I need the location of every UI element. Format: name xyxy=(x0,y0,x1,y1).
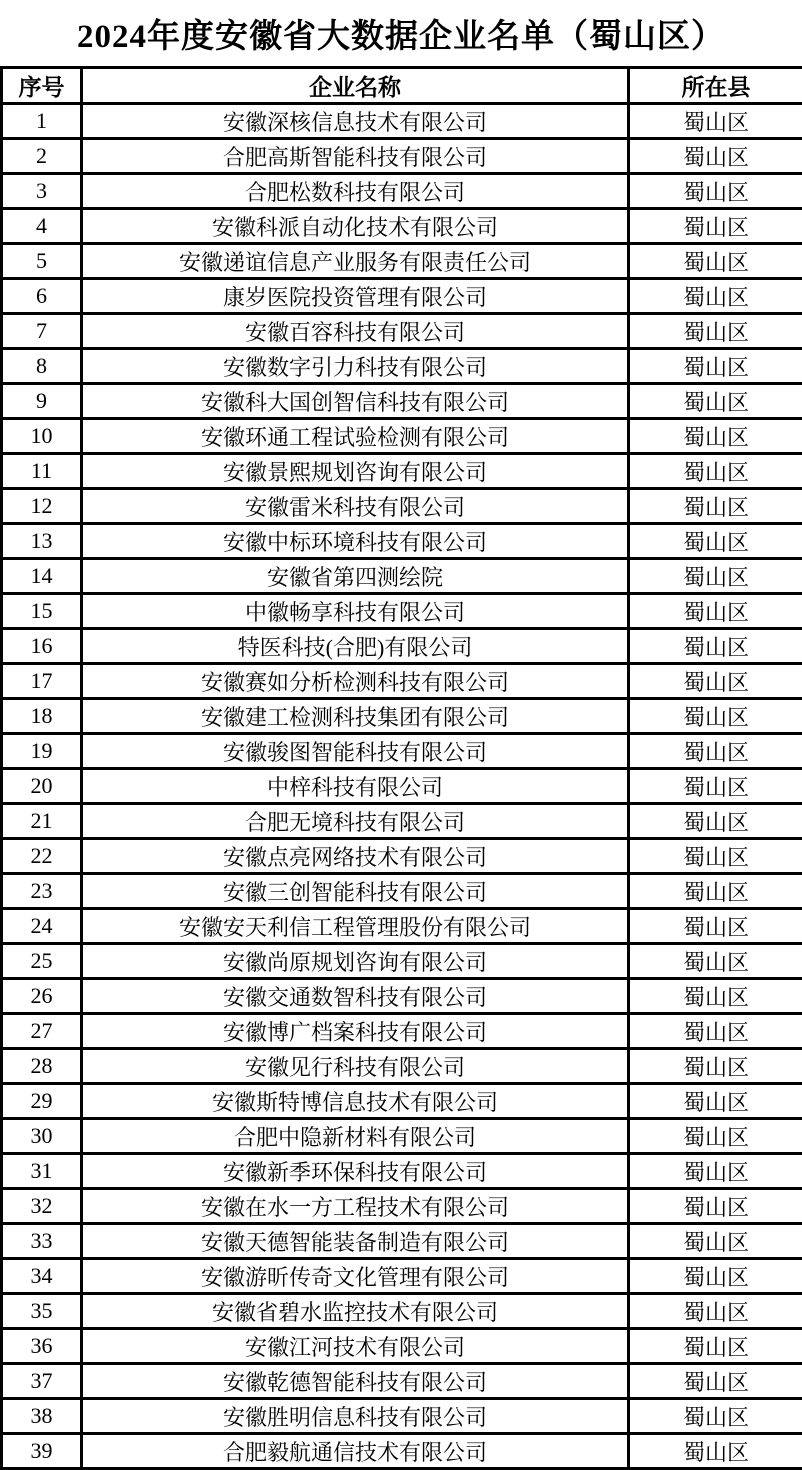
row-county: 蜀山区 xyxy=(629,1014,802,1049)
row-serial-number: 14 xyxy=(2,559,82,594)
row-serial-number: 34 xyxy=(2,1259,82,1294)
row-serial-number: 5 xyxy=(2,244,82,279)
row-serial-number: 33 xyxy=(2,1224,82,1259)
table-row xyxy=(2,1294,802,1329)
row-serial-number: 12 xyxy=(2,489,82,524)
row-company-name: 安徽省第四测绘院 xyxy=(82,559,629,594)
row-company-name: 安徽点亮网络技术有限公司 xyxy=(82,839,629,874)
row-county: 蜀山区 xyxy=(629,874,802,909)
row-company-name: 安徽游昕传奇文化管理有限公司 xyxy=(82,1259,629,1294)
row-company-name: 安徽新季环保科技有限公司 xyxy=(82,1154,629,1189)
row-company-name: 安徽骏图智能科技有限公司 xyxy=(82,734,629,769)
row-county: 蜀山区 xyxy=(629,804,802,839)
row-company-name: 安徽科大国创智信科技有限公司 xyxy=(82,384,629,419)
row-county: 蜀山区 xyxy=(629,1434,802,1469)
table-row xyxy=(2,104,802,139)
row-company-name: 安徽江河技术有限公司 xyxy=(82,1329,629,1364)
row-serial-number: 17 xyxy=(2,664,82,699)
table-row xyxy=(2,524,802,559)
row-company-name: 安徽环通工程试验检测有限公司 xyxy=(82,419,629,454)
row-serial-number: 29 xyxy=(2,1084,82,1119)
row-company-name: 合肥毅航通信技术有限公司 xyxy=(82,1434,629,1469)
table-row xyxy=(2,244,802,279)
row-serial-number: 2 xyxy=(2,139,82,174)
row-serial-number: 16 xyxy=(2,629,82,664)
table-row xyxy=(2,1399,802,1434)
row-serial-number: 27 xyxy=(2,1014,82,1049)
row-county: 蜀山区 xyxy=(629,174,802,209)
row-serial-number: 13 xyxy=(2,524,82,559)
row-county: 蜀山区 xyxy=(629,1399,802,1434)
row-serial-number: 7 xyxy=(2,314,82,349)
row-company-name: 特医科技(合肥)有限公司 xyxy=(82,629,629,664)
row-company-name: 安徽天德智能装备制造有限公司 xyxy=(82,1224,629,1259)
row-company-name: 安徽深核信息技术有限公司 xyxy=(82,104,629,139)
row-county: 蜀山区 xyxy=(629,1154,802,1189)
row-county: 蜀山区 xyxy=(629,139,802,174)
row-company-name: 安徽三创智能科技有限公司 xyxy=(82,874,629,909)
table-row xyxy=(2,629,802,664)
row-company-name: 安徽建工检测科技集团有限公司 xyxy=(82,699,629,734)
row-serial-number: 11 xyxy=(2,454,82,489)
row-serial-number: 38 xyxy=(2,1399,82,1434)
row-company-name: 合肥松数科技有限公司 xyxy=(82,174,629,209)
row-county: 蜀山区 xyxy=(629,839,802,874)
row-serial-number: 31 xyxy=(2,1154,82,1189)
row-company-name: 安徽科派自动化技术有限公司 xyxy=(82,209,629,244)
row-company-name: 安徽雷米科技有限公司 xyxy=(82,489,629,524)
table-row xyxy=(2,1014,802,1049)
table-row xyxy=(2,279,802,314)
row-county: 蜀山区 xyxy=(629,349,802,384)
header-company-name: 企业名称 xyxy=(82,68,629,104)
row-county: 蜀山区 xyxy=(629,979,802,1014)
row-company-name: 安徽博广档案科技有限公司 xyxy=(82,1014,629,1049)
row-serial-number: 24 xyxy=(2,909,82,944)
row-company-name: 安徽胜明信息科技有限公司 xyxy=(82,1399,629,1434)
row-county: 蜀山区 xyxy=(629,314,802,349)
row-serial-number: 26 xyxy=(2,979,82,1014)
row-county: 蜀山区 xyxy=(629,1364,802,1399)
row-serial-number: 4 xyxy=(2,209,82,244)
row-county: 蜀山区 xyxy=(629,1294,802,1329)
page-title: 2024年度安徽省大数据企业名单（蜀山区） xyxy=(0,0,802,66)
row-county: 蜀山区 xyxy=(629,384,802,419)
table-row xyxy=(2,979,802,1014)
table-row xyxy=(2,209,802,244)
table-row xyxy=(2,1189,802,1224)
table-row xyxy=(2,909,802,944)
row-serial-number: 1 xyxy=(2,104,82,139)
table-row xyxy=(2,1119,802,1154)
table-row xyxy=(2,1259,802,1294)
header-county: 所在县 xyxy=(629,68,802,104)
row-company-name: 安徽尚原规划咨询有限公司 xyxy=(82,944,629,979)
row-county: 蜀山区 xyxy=(629,209,802,244)
row-company-name: 安徽省碧水监控技术有限公司 xyxy=(82,1294,629,1329)
row-county: 蜀山区 xyxy=(629,699,802,734)
row-county: 蜀山区 xyxy=(629,769,802,804)
table-row xyxy=(2,1434,802,1469)
row-county: 蜀山区 xyxy=(629,419,802,454)
row-serial-number: 10 xyxy=(2,419,82,454)
row-serial-number: 35 xyxy=(2,1294,82,1329)
row-county: 蜀山区 xyxy=(629,734,802,769)
row-serial-number: 6 xyxy=(2,279,82,314)
row-company-name: 安徽安天利信工程管理股份有限公司 xyxy=(82,909,629,944)
table-row xyxy=(2,804,802,839)
row-company-name: 安徽赛如分析检测科技有限公司 xyxy=(82,664,629,699)
row-company-name: 安徽数字引力科技有限公司 xyxy=(82,349,629,384)
row-serial-number: 23 xyxy=(2,874,82,909)
row-company-name: 康岁医院投资管理有限公司 xyxy=(82,279,629,314)
row-serial-number: 19 xyxy=(2,734,82,769)
table-row xyxy=(2,594,802,629)
row-serial-number: 18 xyxy=(2,699,82,734)
row-serial-number: 36 xyxy=(2,1329,82,1364)
row-county: 蜀山区 xyxy=(629,244,802,279)
table-row xyxy=(2,1084,802,1119)
row-county: 蜀山区 xyxy=(629,279,802,314)
row-county: 蜀山区 xyxy=(629,1329,802,1364)
row-county: 蜀山区 xyxy=(629,559,802,594)
table-row xyxy=(2,559,802,594)
row-company-name: 合肥高斯智能科技有限公司 xyxy=(82,139,629,174)
row-serial-number: 30 xyxy=(2,1119,82,1154)
row-company-name: 合肥无境科技有限公司 xyxy=(82,804,629,839)
row-county: 蜀山区 xyxy=(629,629,802,664)
row-company-name: 安徽中标环境科技有限公司 xyxy=(82,524,629,559)
row-serial-number: 15 xyxy=(2,594,82,629)
table-row xyxy=(2,454,802,489)
row-serial-number: 28 xyxy=(2,1049,82,1084)
row-county: 蜀山区 xyxy=(629,104,802,139)
table-row xyxy=(2,874,802,909)
row-serial-number: 37 xyxy=(2,1364,82,1399)
table-row xyxy=(2,1049,802,1084)
row-serial-number: 32 xyxy=(2,1189,82,1224)
table-row xyxy=(2,769,802,804)
row-company-name: 安徽见行科技有限公司 xyxy=(82,1049,629,1084)
row-company-name: 安徽交通数智科技有限公司 xyxy=(82,979,629,1014)
table-row xyxy=(2,139,802,174)
row-county: 蜀山区 xyxy=(629,909,802,944)
header-serial-number: 序号 xyxy=(2,68,82,104)
company-table xyxy=(0,66,802,1470)
table-row xyxy=(2,664,802,699)
table-header-row xyxy=(2,68,802,104)
row-county: 蜀山区 xyxy=(629,1049,802,1084)
row-county: 蜀山区 xyxy=(629,489,802,524)
table-row xyxy=(2,734,802,769)
table-row xyxy=(2,1154,802,1189)
table-row xyxy=(2,1364,802,1399)
row-company-name: 安徽景熙规划咨询有限公司 xyxy=(82,454,629,489)
row-company-name: 安徽百容科技有限公司 xyxy=(82,314,629,349)
row-serial-number: 39 xyxy=(2,1434,82,1469)
row-county: 蜀山区 xyxy=(629,594,802,629)
table-row xyxy=(2,349,802,384)
row-county: 蜀山区 xyxy=(629,944,802,979)
row-serial-number: 22 xyxy=(2,839,82,874)
row-company-name: 安徽乾德智能科技有限公司 xyxy=(82,1364,629,1399)
row-county: 蜀山区 xyxy=(629,1224,802,1259)
row-serial-number: 9 xyxy=(2,384,82,419)
row-company-name: 安徽在水一方工程技术有限公司 xyxy=(82,1189,629,1224)
row-county: 蜀山区 xyxy=(629,524,802,559)
row-county: 蜀山区 xyxy=(629,1084,802,1119)
row-county: 蜀山区 xyxy=(629,454,802,489)
row-county: 蜀山区 xyxy=(629,1119,802,1154)
table-row xyxy=(2,699,802,734)
row-county: 蜀山区 xyxy=(629,1259,802,1294)
row-company-name: 合肥中隐新材料有限公司 xyxy=(82,1119,629,1154)
table-body xyxy=(2,104,802,1469)
row-serial-number: 8 xyxy=(2,349,82,384)
row-company-name: 安徽递谊信息产业服务有限责任公司 xyxy=(82,244,629,279)
table-row xyxy=(2,1329,802,1364)
table-row xyxy=(2,944,802,979)
row-county: 蜀山区 xyxy=(629,1189,802,1224)
table-row xyxy=(2,384,802,419)
row-serial-number: 25 xyxy=(2,944,82,979)
table-row xyxy=(2,174,802,209)
table-row xyxy=(2,1224,802,1259)
row-company-name: 安徽斯特博信息技术有限公司 xyxy=(82,1084,629,1119)
row-company-name: 中梓科技有限公司 xyxy=(82,769,629,804)
table-row xyxy=(2,419,802,454)
table-row xyxy=(2,314,802,349)
table-row xyxy=(2,489,802,524)
row-serial-number: 3 xyxy=(2,174,82,209)
row-serial-number: 20 xyxy=(2,769,82,804)
row-county: 蜀山区 xyxy=(629,664,802,699)
table-row xyxy=(2,839,802,874)
row-serial-number: 21 xyxy=(2,804,82,839)
row-company-name: 中徽畅享科技有限公司 xyxy=(82,594,629,629)
